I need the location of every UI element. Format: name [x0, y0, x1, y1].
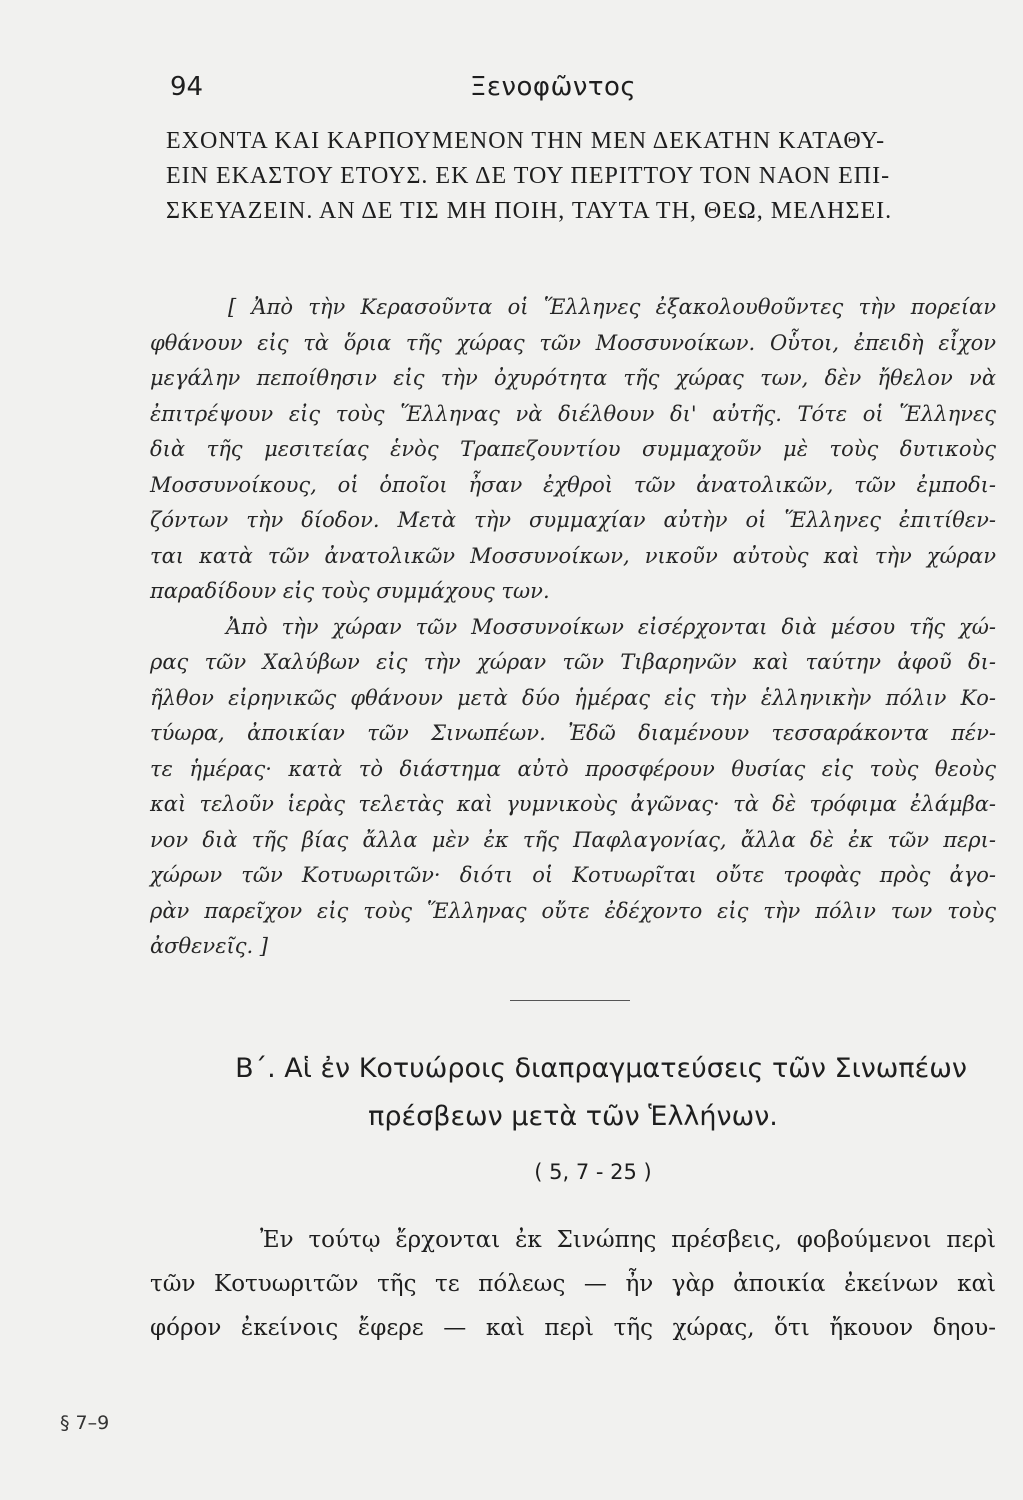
summary-line: τύωρα, ἀποικίαν τῶν Σινωπέων. Ἐδῶ διαμένουν τεσσαράκοντα πέν-	[150, 721, 996, 745]
inscription-line: ΕΙΝ ΕΚΑΣΤΟΥ ΕΤΟΥΣ. ΕΚ ΔΕ ΤΟΥ ΠΕΡΙΤΤΟΥ ΤΟΝ ΝΑΟΝ ΕΠΙ-	[166, 163, 891, 189]
summary-line: Ἀπὸ τὴν χώραν τῶν Μοσσυνοίκων εἰσέρχονται διὰ μέσου τῆς χώ-	[226, 614, 996, 639]
inscription-text	[166, 124, 996, 229]
summary-line: ῆλθον εἰρηνικῶς φθάνουν μετὰ δύο ἡμέρας εἰς τὴν ἑλληνικὴν πόλιν Κο-	[150, 685, 996, 710]
summary-line: ἀσθενεῖς. ]	[150, 934, 269, 958]
summary-line: ἐπιτρέψουν εἰς τοὺς Ἕλληνας νὰ διέλθουν δι' αὐτῆς. Τότε οἱ Ἕλληνες	[150, 401, 996, 426]
body-line: τῶν Κοτυωριτῶν τῆς τε πόλεως — ἦν γὰρ ἀποικία ἐκείνων καὶ	[150, 1271, 996, 1297]
section-heading	[150, 1045, 996, 1141]
section-reference	[150, 1160, 996, 1184]
section-divider	[510, 1000, 630, 1001]
summary-line: καὶ τελοῦν ἱερὰς τελετὰς καὶ γυμνικοὺς ἀγῶνας· τὰ δὲ τρόφιμα ἐλάμβα-	[150, 792, 996, 816]
summary-line: [ Ἀπὸ τὴν Κερασοῦντα οἱ Ἕλληνες ἐξακολουθοῦντες τὴν πορείαν	[228, 295, 996, 319]
summary-line: τε ἡμέρας· κατὰ τὸ διάστημα αὐτὸ προσφέρουν θυσίας εἰς τοὺς θεοὺς	[150, 756, 996, 781]
section-heading-line: Β΄. Αἱ ἐν Κοτυώροις διαπραγματεύσεις τῶν Σινωπέων	[235, 1053, 967, 1084]
summary-line: χώρων τῶν Κοτυωριτῶν· διότι οἱ Κοτυωρῖται οὔτε τροφὰς πρὸς ἀγο-	[150, 863, 996, 887]
page-header	[170, 72, 990, 112]
summary-line: νον διὰ τῆς βίας ἄλλα μὲν ἐκ τῆς Παφλαγονίας, ἄλλα δὲ ἐκ τῶν περι-	[150, 827, 996, 852]
summary-line: ται κατὰ τῶν ἀνατολικῶν Μοσσυνοίκων, νικοῦν αὐτοὺς καὶ τὴν χώραν	[150, 543, 996, 568]
summary-paragraph	[150, 290, 996, 965]
summary-line: Μοσσυνοίκους, οἱ ὁποῖοι ἦσαν ἐχθροὶ τῶν ἀνατολικῶν, τῶν ἐμποδι-	[150, 472, 996, 497]
body-paragraph	[150, 1218, 996, 1350]
inscription-line: ΣΚΕΥΑΖΕΙΝ. ΑΝ ΔΕ ΤΙΣ ΜΗ ΠΟΙΗ, ΤΑΥΤΑ ΤΗ, ΘΕΩ, ΜΕΛΗΣΕΙ.	[166, 198, 893, 224]
summary-line: φθάνουν εἰς τὰ ὅρια τῆς χώρας τῶν Μοσσυνοίκων. Οὗτοι, ἐπειδὴ εἶχον	[150, 330, 996, 355]
body-line: φόρον ἐκείνοις ἔφερε — καὶ περὶ τῆς χώρας, ὅτι ἤκουον δηου-	[150, 1315, 996, 1341]
summary-line: ρας τῶν Χαλύβων εἰς τὴν χώραν τῶν Τιβαρηνῶν καὶ ταύτην ἀφοῦ δι-	[150, 650, 996, 674]
section-reference-text: ( 5, 7 - 25 )	[534, 1160, 652, 1184]
margin-note: § 7–9	[60, 1412, 110, 1434]
summary-line: διὰ τῆς μεσιτείας ἑνὸς Τραπεζουντίου συμμαχοῦν μὲ τοὺς δυτικοὺς	[150, 437, 996, 461]
summary-line: ζόντων τὴν δίοδον. Μετὰ τὴν συμμαχίαν αὐτὴν οἱ Ἕλληνες ἐπιτίθεν-	[150, 508, 996, 532]
inscription-line: ΕΧΟΝΤΑ ΚΑΙ ΚΑΡΠΟΥΜΕΝΟΝ ΤΗΝ ΜΕΝ ΔΕΚΑΤΗΝ ΚΑΤΑΘΥ-	[166, 128, 886, 154]
section-heading-line: πρέσβεων μετὰ τῶν Ἑλλήνων.	[368, 1101, 778, 1132]
summary-line: μεγάλην πεποίθησιν εἰς τὴν ὀχυρότητα τῆς χώρας των, δὲν ἤθελον νὰ	[150, 366, 996, 390]
summary-line: ρὰν παρεῖχον εἰς τοὺς Ἕλληνας οὔτε ἐδέχοντο εἰς τὴν πόλιν των τοὺς	[150, 898, 996, 923]
body-line: Ἐν τούτῳ ἔρχονται ἐκ Σινώπης πρέσβεις, φοβούμενοι περὶ	[260, 1227, 996, 1253]
running-title: Ξενοφῶντος	[470, 72, 637, 102]
summary-line: παραδίδουν εἰς τοὺς συμμάχους των.	[150, 579, 550, 603]
page-number: 94	[170, 72, 204, 102]
